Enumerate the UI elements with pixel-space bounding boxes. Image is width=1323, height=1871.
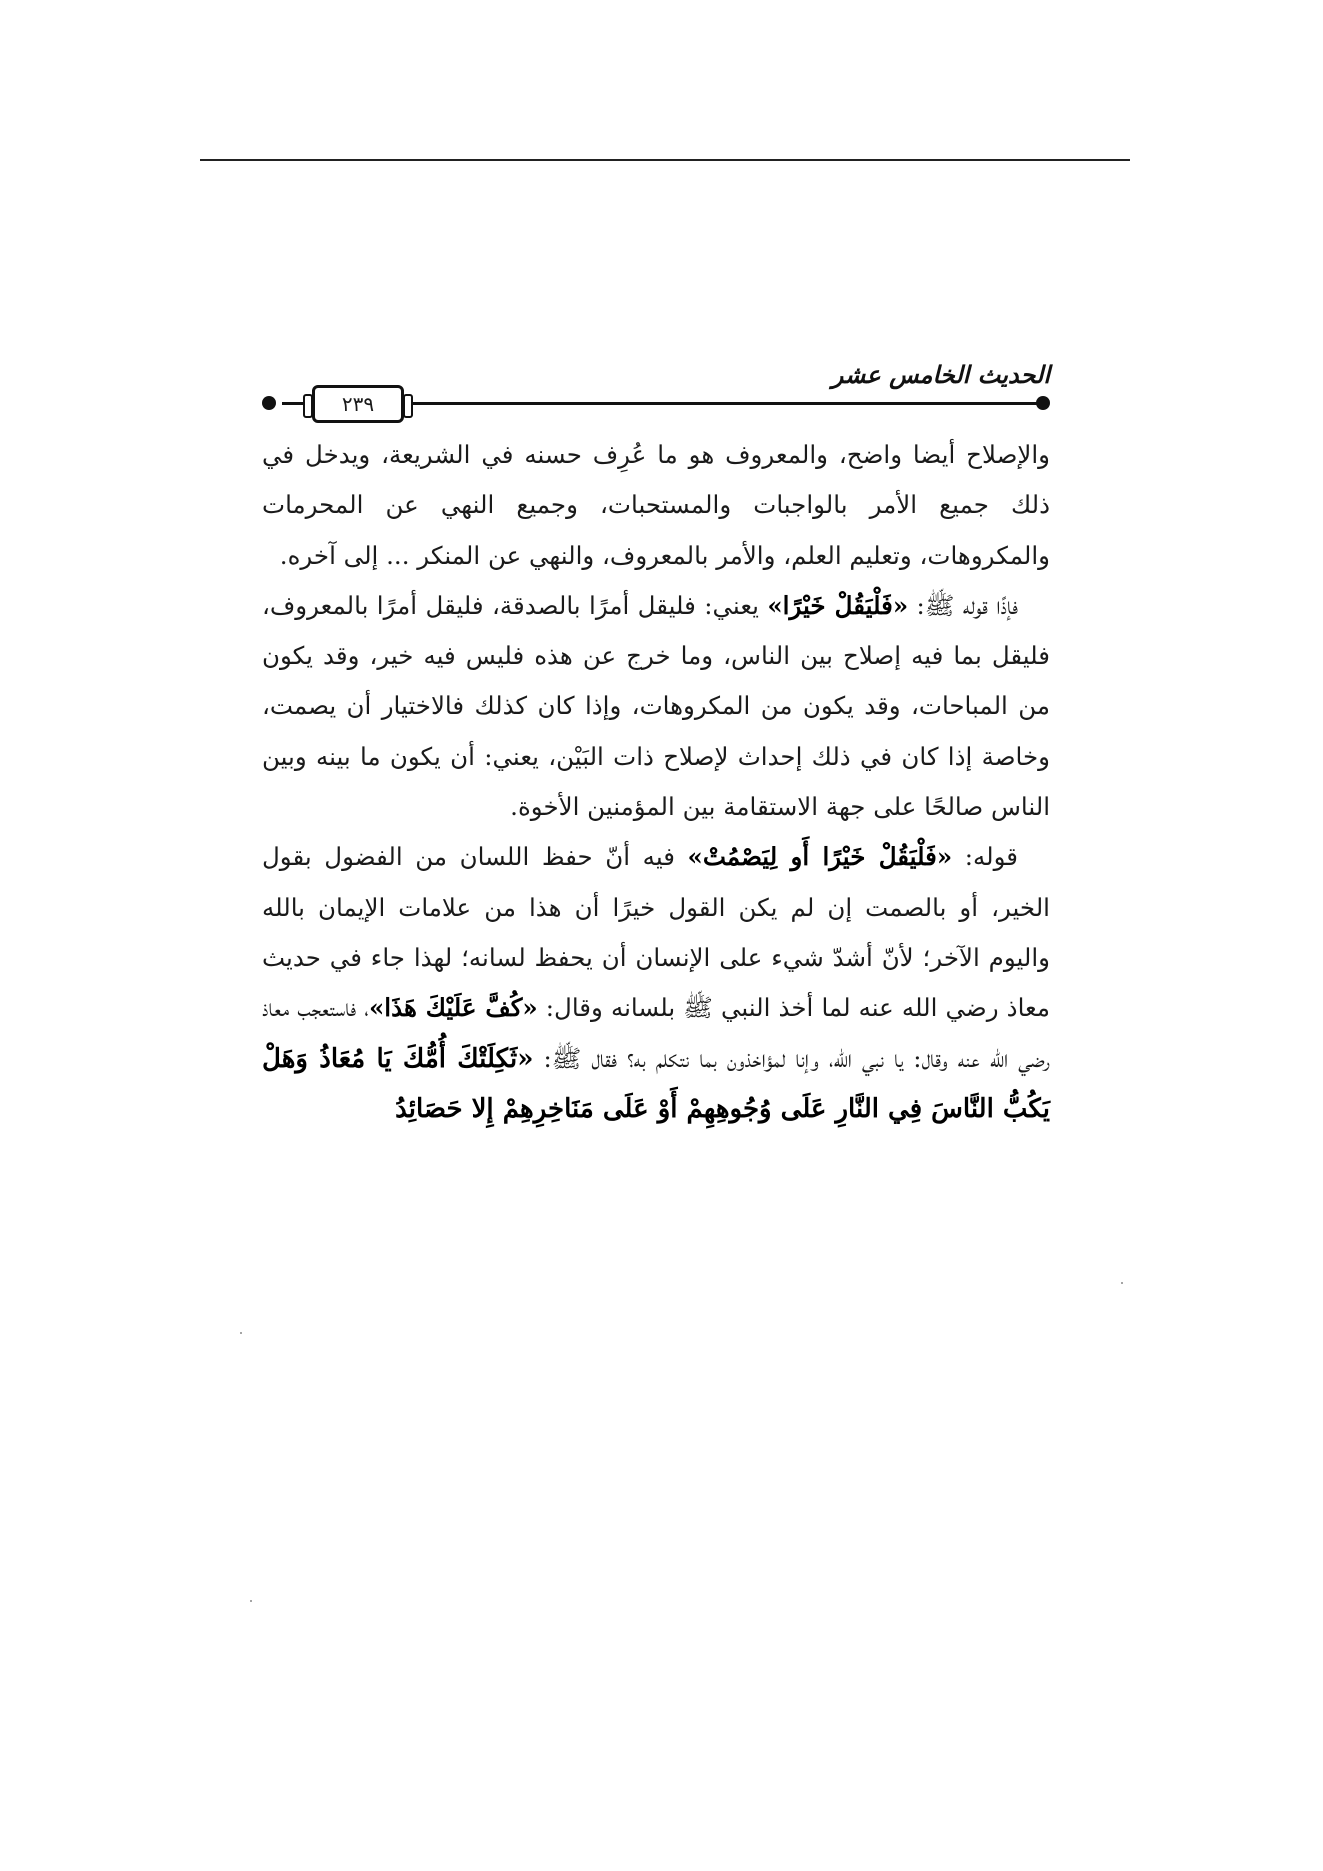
- page-header: [262, 360, 1050, 416]
- header-ornament-left: [262, 396, 276, 410]
- chapter-title: الحديث الخامس عشر: [831, 360, 1050, 389]
- page-number: ٢٣٩: [312, 385, 404, 423]
- scan-speck: [240, 1332, 242, 1334]
- scan-speck: [1121, 1282, 1123, 1284]
- hadith-quote: «كُفَّ عَلَيْكَ هَذَا»: [368, 993, 538, 1023]
- paragraph-3-lead: قوله:: [952, 842, 1018, 872]
- paragraph-1: والإصلاح أيضا واضح، والمعروف هو ما عُرِف حسنه في الشريعة، ويدخل في ذلك جميع الأمر بالواجبات والمستحبات، وجميع النهي عن المحرمات والمكروهات، وتعليم العلم، والأمر بالمعروف، والنهي عن المنكر ... إلى آخره.: [262, 440, 1050, 570]
- scan-speck: [250, 1600, 252, 1602]
- paragraph-3-body-2: ، فاستعجب معاذ رضي الله عنه وقال: يا نبي الله، وإنا لمؤاخذون بما نتكلم به؟ فقال ﷺ:: [262, 993, 1050, 1073]
- paragraph-3-body: فيه أنّ حفظ اللسان من الفضول بقول الخير، أو بالصمت إن لم يكن القول خيرًا أن هذا من علامات الإيمان بالله واليوم الآخر؛ لأنّ أشدّ شيء على الإنسان أن يحفظ لسانه؛ لهذا جاء في حديث معاذ رضي الله عنه لما أخذ النبي ﷺ بلسانه وقال:: [262, 842, 1050, 1023]
- header-ornament-right: [1036, 396, 1050, 410]
- paragraph-2-lead: فإذًا قوله ﷺ:: [908, 590, 1018, 620]
- body-text: [262, 430, 1050, 1134]
- paragraph-3: [262, 832, 1050, 1134]
- paragraph-2: [262, 581, 1050, 832]
- paragraph-2-body: يعني: فليقل أمرًا بالصدقة، فليقل أمرًا بالمعروف، فليقل بما فيه إصلاح بين الناس، وما خرج عن هذه فليس فيه خير، وقد يكون من المباحات، وقد يكون من المكروهات، وإذا كان كذلك فالاختيار أن يصمت، وخاصة إذا كان في ذلك إحداث لإصلاح ذات البَيْن، يعني: أن يكون ما بينه وبين الناس صالحًا على جهة الاستقامة بين المؤمنين الأخوة.: [262, 590, 1050, 822]
- hadith-quote: «فَلْيَقُلْ خَيْرًا»: [767, 590, 909, 620]
- hadith-quote: «فَلْيَقُلْ خَيْرًا أَو لِيَصْمُتْ»: [687, 842, 953, 872]
- hadith-quote: «ثَكِلَتْكَ أُمُّكَ يَا مُعَاذُ وَهَلْ يَكُبُّ النَّاسَ فِي النَّارِ عَلَى وُجُوهِهِمْ أَوْ عَلَى مَنَاخِرِهِمْ إِلا حَصَائِدُ: [262, 1043, 1050, 1124]
- top-rule: [200, 159, 1130, 161]
